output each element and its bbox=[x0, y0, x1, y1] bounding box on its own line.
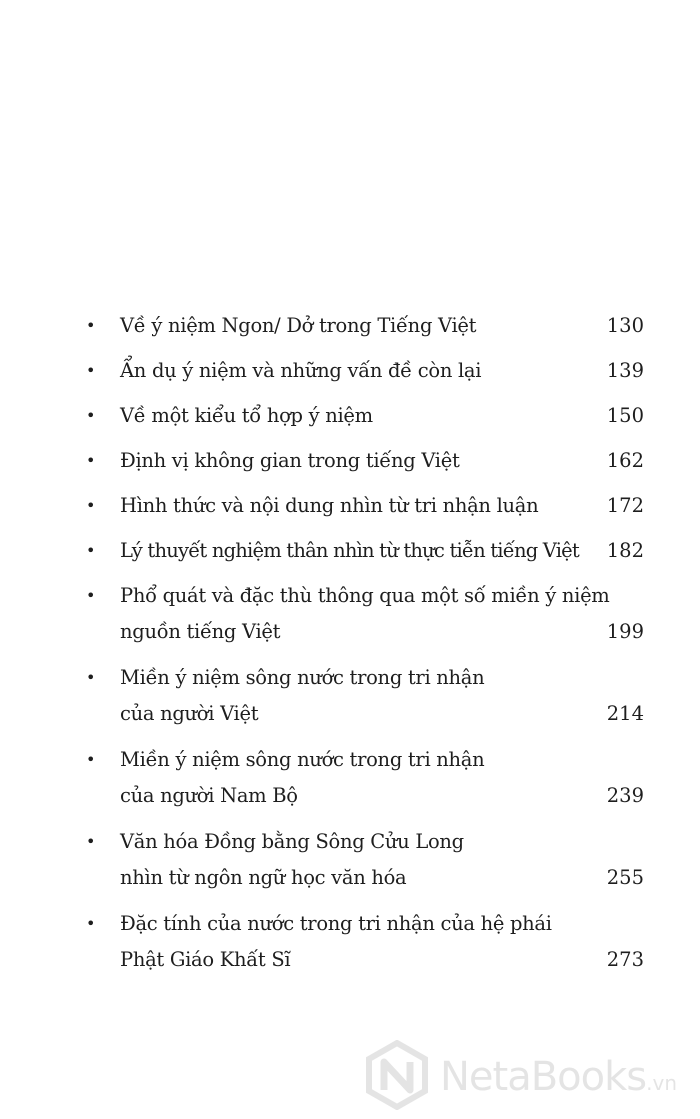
toc-page-number: 239 bbox=[606, 784, 644, 807]
bullet-icon: • bbox=[86, 316, 96, 335]
toc-entry-title: Miền ý niệm sông nước trong tri nhận bbox=[120, 748, 485, 771]
toc-entry bbox=[0, 660, 700, 742]
toc-entry-title: Phổ quát và đặc thù thông qua một số miền ý niệm bbox=[120, 584, 610, 607]
toc-page-number: 199 bbox=[606, 620, 644, 643]
watermark-text bbox=[440, 1054, 677, 1100]
toc-entry bbox=[0, 353, 700, 398]
toc-entry bbox=[0, 742, 700, 824]
toc-entry bbox=[0, 906, 700, 988]
toc-entry-title-continued: nhìn từ ngôn ngữ học văn hóa bbox=[120, 866, 407, 889]
bullet-icon: • bbox=[86, 750, 96, 769]
bullet-icon: • bbox=[86, 361, 96, 380]
bullet-icon: • bbox=[86, 586, 96, 605]
toc-page-number: 214 bbox=[606, 702, 644, 725]
toc-page-number: 130 bbox=[606, 314, 644, 337]
bullet-icon: • bbox=[86, 668, 96, 687]
toc-entry-title: Miền ý niệm sông nước trong tri nhận bbox=[120, 666, 485, 689]
toc-entry-title: Hình thức và nội dung nhìn từ tri nhận luận bbox=[120, 494, 539, 517]
toc-entry-title: Về một kiểu tổ hợp ý niệm bbox=[120, 404, 373, 427]
toc-entry bbox=[0, 308, 700, 353]
toc-entry-title: Định vị không gian trong tiếng Việt bbox=[120, 449, 460, 472]
toc-entry bbox=[0, 488, 700, 533]
toc-entry bbox=[0, 398, 700, 443]
bullet-icon: • bbox=[86, 496, 96, 515]
toc-entry-title: Ẩn dụ ý niệm và những vấn đề còn lại bbox=[120, 359, 482, 382]
toc-entry-title-continued: của người Việt bbox=[120, 702, 259, 725]
toc-page-number: 162 bbox=[606, 449, 644, 472]
toc-entry-title-continued: nguồn tiếng Việt bbox=[120, 620, 281, 643]
toc-entry bbox=[0, 578, 700, 660]
watermark-tld: .vn bbox=[646, 1071, 677, 1095]
bullet-icon: • bbox=[86, 914, 96, 933]
watermark bbox=[362, 1040, 692, 1110]
toc-entry-title: Lý thuyết nghiệm thân nhìn từ thực tiễn tiếng Việt bbox=[120, 539, 579, 562]
toc-page-number: 255 bbox=[606, 866, 644, 889]
toc-entry bbox=[0, 533, 700, 578]
bullet-icon: • bbox=[86, 406, 96, 425]
toc-entry-title: Đặc tính của nước trong tri nhận của hệ phái bbox=[120, 912, 552, 935]
toc-entry-title-continued: của người Nam Bộ bbox=[120, 784, 298, 807]
toc-entry-title-continued: Phật Giáo Khất Sĩ bbox=[120, 948, 291, 971]
toc-entry-title: Văn hóa Đồng bằng Sông Cửu Long bbox=[120, 830, 464, 853]
toc-page-number: 273 bbox=[606, 948, 644, 971]
toc-page-number: 150 bbox=[606, 404, 644, 427]
table-of-contents bbox=[0, 308, 700, 988]
watermark-brand: NetaBooks bbox=[440, 1054, 647, 1100]
bullet-icon: • bbox=[86, 832, 96, 851]
toc-page-number: 172 bbox=[606, 494, 644, 517]
netabooks-logo-icon bbox=[362, 1040, 432, 1110]
bullet-icon: • bbox=[86, 541, 96, 560]
toc-entry bbox=[0, 443, 700, 488]
toc-page-number: 139 bbox=[606, 359, 644, 382]
toc-page-number: 182 bbox=[606, 539, 644, 562]
toc-entry bbox=[0, 824, 700, 906]
toc-entry-title: Về ý niệm Ngon/ Dở trong Tiếng Việt bbox=[120, 314, 477, 337]
bullet-icon: • bbox=[86, 451, 96, 470]
